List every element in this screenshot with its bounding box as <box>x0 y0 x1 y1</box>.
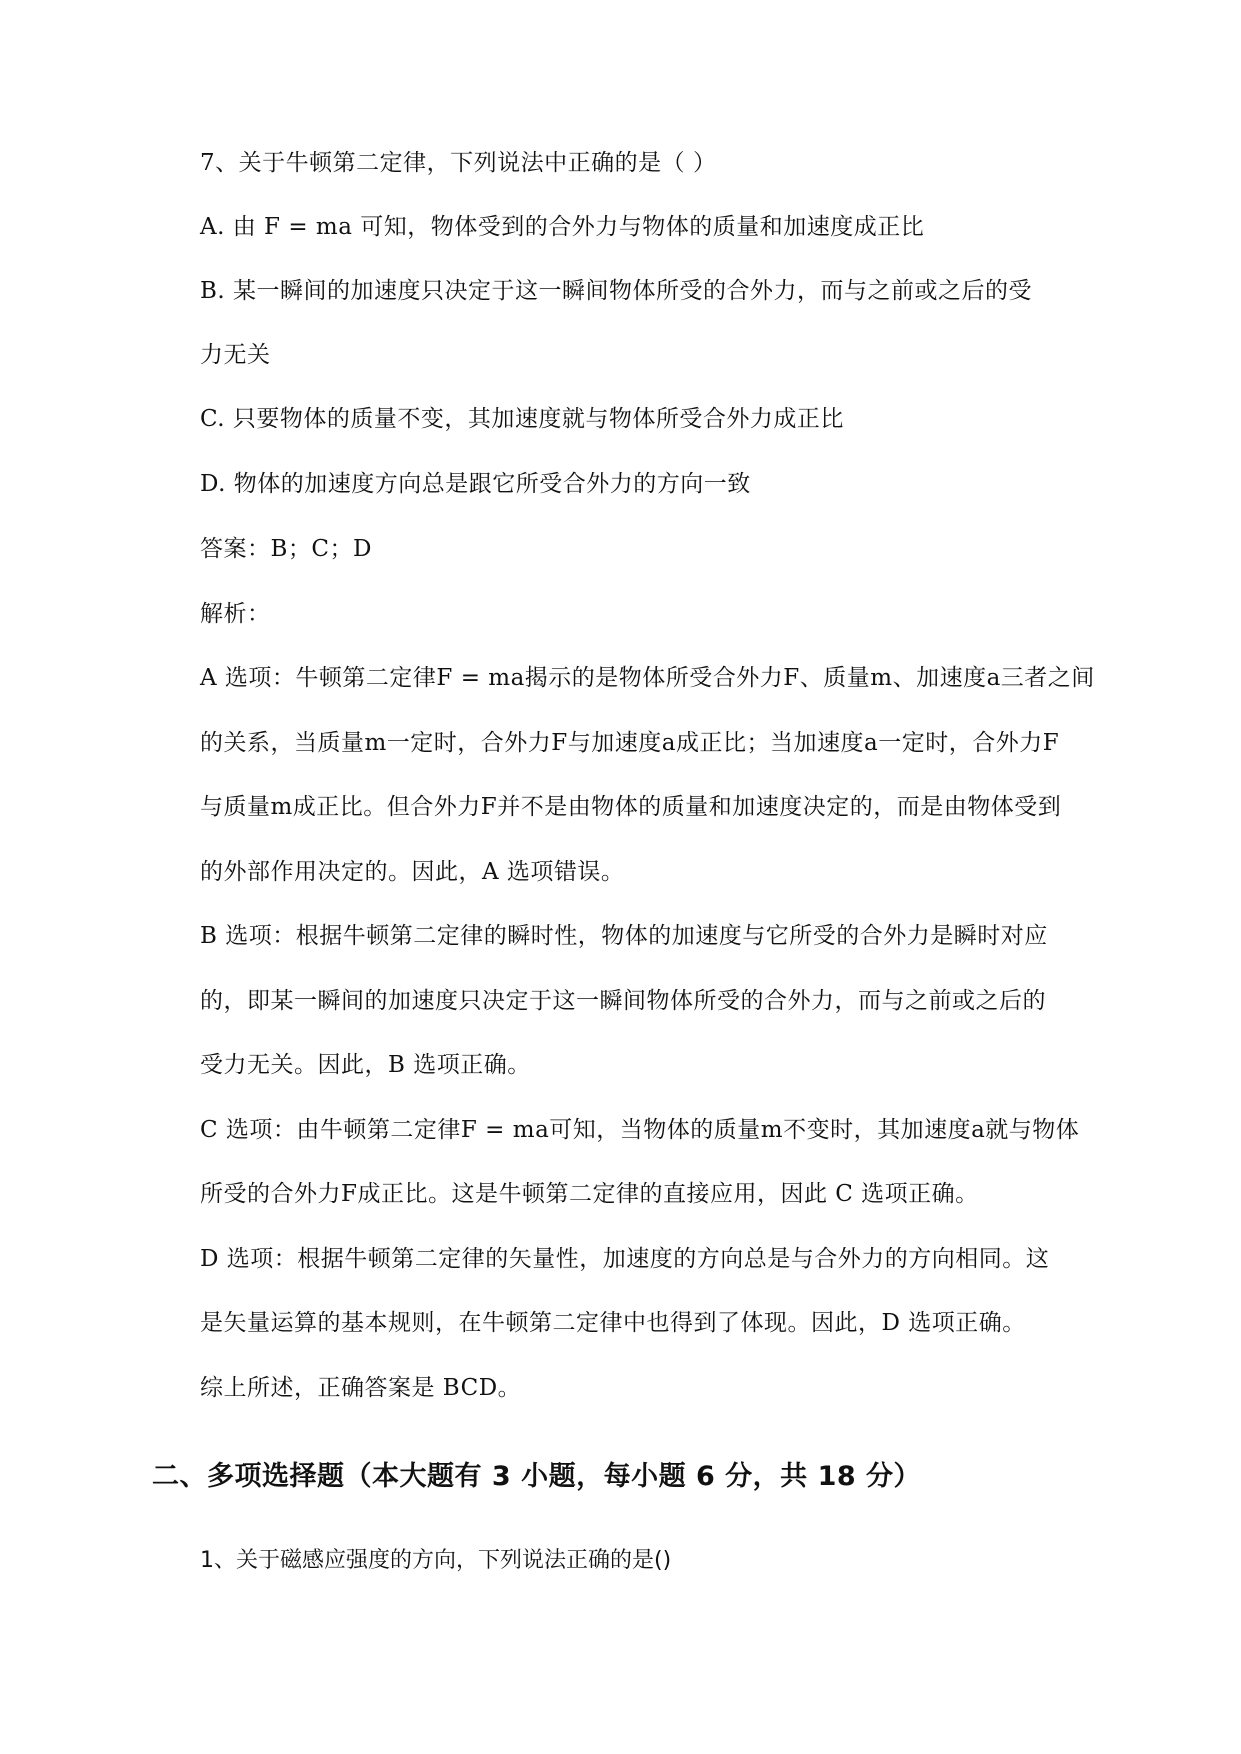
analysis-line: A 选项：牛顿第二定律F = ma揭示的是物体所受合外力F、质量m、加速度a三者之间 <box>200 665 1095 691</box>
analysis-line: 的外部作用决定的。因此，A 选项错误。 <box>200 859 625 885</box>
analysis-line: 的关系，当质量m一定时，合外力F与加速度a成正比；当加速度a一定时，合外力F <box>200 730 1060 756</box>
answer-line: 答案：B；C；D <box>200 536 372 562</box>
analysis-line: 所受的合外力F成正比。这是牛顿第二定律的直接应用，因此 C 选项正确。 <box>200 1181 979 1207</box>
option-c: C. 只要物体的质量不变，其加速度就与物体所受合外力成正比 <box>200 406 844 432</box>
analysis-line: B 选项：根据牛顿第二定律的瞬时性，物体的加速度与它所受的合外力是瞬时对应 <box>200 923 1048 949</box>
analysis-conclusion: 综上所述，正确答案是 BCD。 <box>200 1375 522 1401</box>
analysis-label: 解析： <box>200 601 271 627</box>
question-7-stem: 7、关于牛顿第二定律，下列说法中正确的是（ ） <box>200 150 717 176</box>
section-2-question-1-stem: 1、关于磁感应强度的方向，下列说法正确的是() <box>200 1548 672 1573</box>
analysis-line: 的，即某一瞬间的加速度只决定于这一瞬间物体所受的合外力，而与之前或之后的 <box>200 988 1046 1014</box>
option-a: A. 由 F = ma 可知，物体受到的合外力与物体的质量和加速度成正比 <box>200 214 925 240</box>
analysis-line: 与质量m成正比。但合外力F并不是由物体的质量和加速度决定的，而是由物体受到 <box>200 794 1062 820</box>
section-2-heading: 二、多项选择题（本大题有 3 小题，每小题 6 分，共 18 分） <box>152 1461 922 1492</box>
analysis-line: 受力无关。因此，B 选项正确。 <box>200 1052 531 1078</box>
analysis-line: D 选项：根据牛顿第二定律的矢量性，加速度的方向总是与合外力的方向相同。这 <box>200 1246 1050 1272</box>
option-d: D. 物体的加速度方向总是跟它所受合外力的方向一致 <box>200 471 751 497</box>
analysis-line: C 选项：由牛顿第二定律F = ma可知，当物体的质量m不变时，其加速度a就与物体 <box>200 1117 1080 1143</box>
option-b: B. 某一瞬间的加速度只决定于这一瞬间物体所受的合外力，而与之前或之后的受 <box>200 278 1033 304</box>
analysis-line: 是矢量运算的基本规则，在牛顿第二定律中也得到了体现。因此，D 选项正确。 <box>200 1310 1026 1336</box>
option-b-continued: 力无关 <box>200 342 271 368</box>
